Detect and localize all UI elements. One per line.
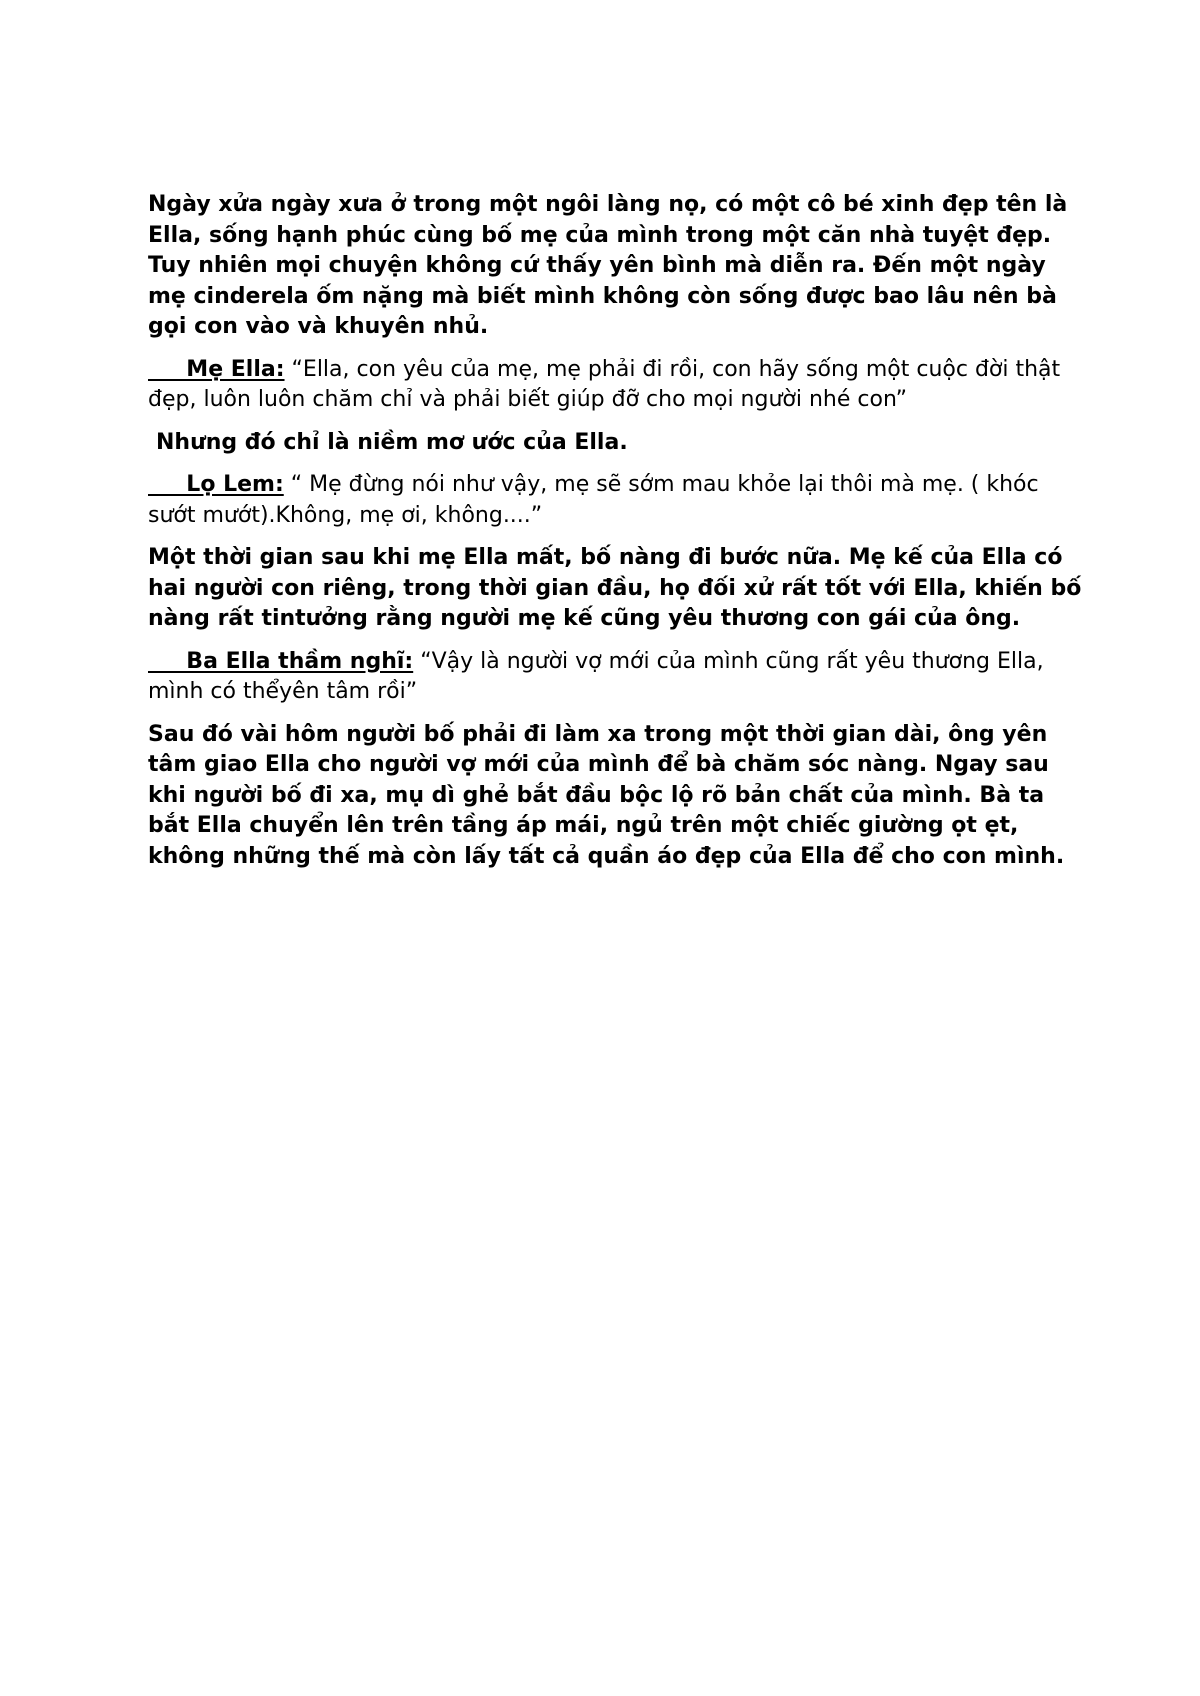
narration-paragraph-intro bbox=[148, 190, 1088, 343]
dialogue-paragraph-cinderella bbox=[148, 470, 1088, 531]
narration-paragraph-departure bbox=[148, 720, 1088, 873]
speaker-label: Lọ Lem: bbox=[148, 472, 284, 497]
dialogue-paragraph-mother bbox=[148, 355, 1088, 416]
dialogue-text: “Vậy là người vợ mới của mình cũng rất yêu thương Ella, mình có thểyên tâm rồi” bbox=[148, 648, 1044, 704]
dialogue-text: “Ella, con yêu của mẹ, mẹ phải đi rồi, con hãy sống một cuộc đời thật đẹp, luôn luôn chăm chỉ và phải biết giúp đỡ cho mọi người nhé con” bbox=[148, 356, 1061, 412]
paragraph-text: Ngày xửa ngày xưa ở trong một ngôi làng nọ, có một cô bé xinh đẹp tên là Ella, sống hạnh phúc cùng bố mẹ của mình trong một căn nhà tuyệt đẹp. Tuy nhiên mọi chuyện không cứ thấy yên bình mà diễn ra. Đến một ngày mẹ cinderela ốm nặng mà biết mình không còn sống được bao lâu nên bà gọi con vào và khuyên nhủ. bbox=[148, 192, 1068, 339]
speaker-label: Ba Ella thầm nghĩ: bbox=[148, 648, 414, 674]
dialogue-paragraph-father bbox=[148, 647, 1088, 708]
paragraph-text: Một thời gian sau khi mẹ Ella mất, bố nàng đi bước nữa. Mẹ kế của Ella có hai người con riêng, trong thời gian đầu, họ đối xử rất tốt với Ella, khiến bố nàng rất tintưởng rằng người mẹ kế cũng yêu thương con gái của ông. bbox=[148, 545, 1082, 631]
narration-paragraph-stepmother bbox=[148, 543, 1088, 635]
dialogue-text: “ Mẹ đừng nói như vậy, mẹ sẽ sớm mau khỏe lại thôi mà mẹ. ( khóc sướt mướt).Không, mẹ ơi, không....” bbox=[148, 472, 1039, 528]
paragraph-text: Nhưng đó chỉ là niềm mơ ước của Ella. bbox=[156, 429, 628, 455]
paragraph-text: Sau đó vài hôm người bố phải đi làm xa trong một thời gian dài, ông yên tâm giao Ella cho người vợ mới của mình để bà chăm sóc nàng. Ngay sau khi người bố đi xa, mụ dì ghẻ bắt đầu bộc lộ rõ bản chất của mình. Bà ta bắt Ella chuyển lên trên tầng áp mái, ngủ trên một chiếc giường ọt ẹt, không những thế mà còn lấy tất cả quần áo đẹp của Ella để cho con mình. bbox=[148, 721, 1065, 869]
speaker-label: Mẹ Ella: bbox=[148, 356, 285, 382]
narration-paragraph-dream bbox=[148, 428, 1088, 459]
document-body bbox=[148, 190, 1088, 884]
